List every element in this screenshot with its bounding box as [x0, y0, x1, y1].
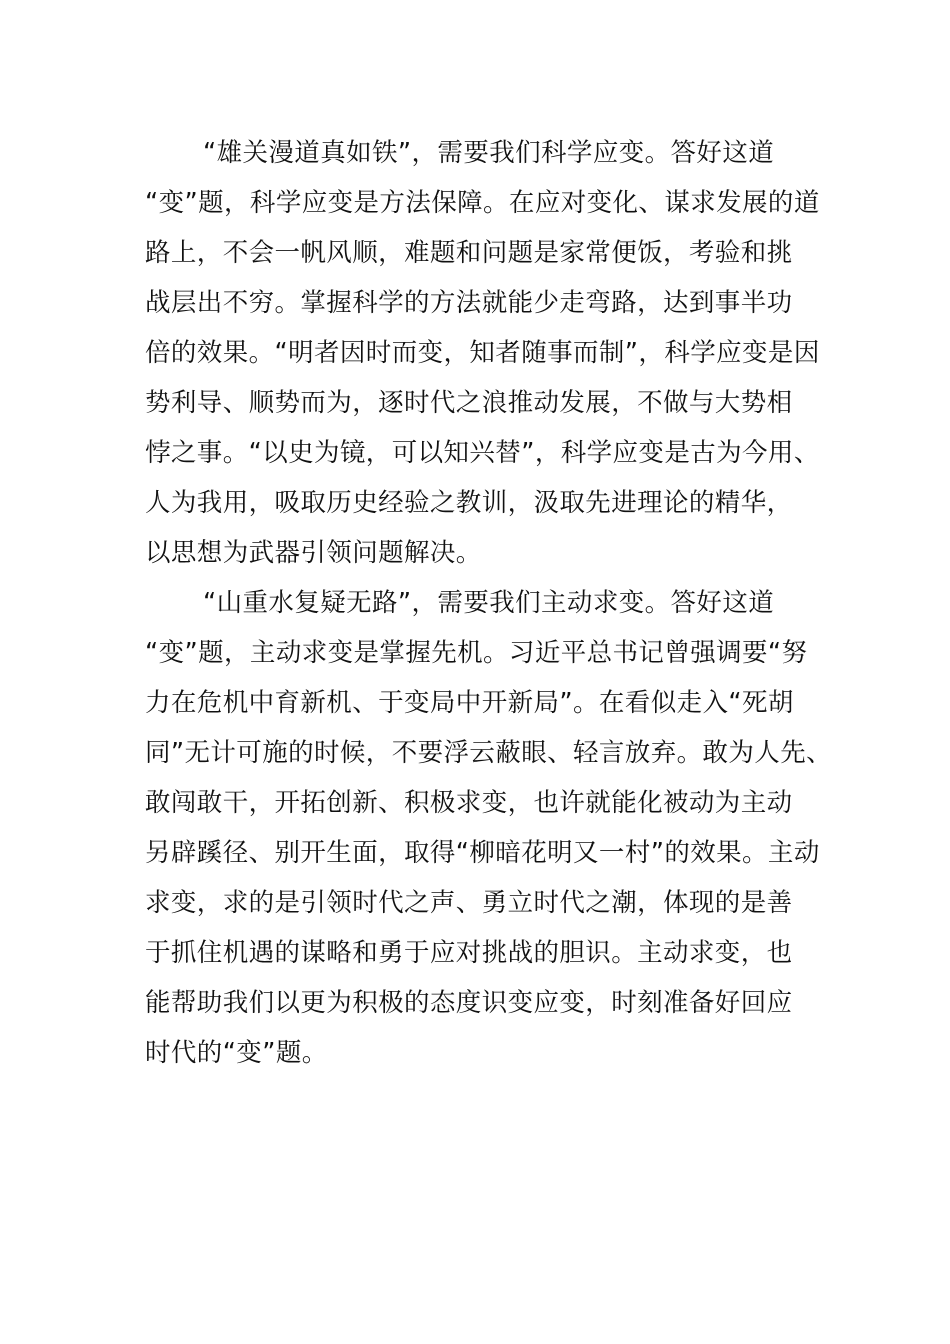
text-line: “变”题，科学应变是方法保障。在应对变化、谋求发展的道 — [145, 188, 820, 218]
text-line: 悖之事。“以史为镜，可以知兴替”，科学应变是古为今用、 — [145, 438, 820, 468]
text-line: 以思想为武器引领问题解决。 — [145, 538, 482, 568]
text-line: “变”题，主动求变是掌握先机。习近平总书记曾强调要“努 — [145, 638, 808, 668]
paragraph-scientific-response — [145, 128, 825, 578]
text-line: 能帮助我们以更为积极的态度识变应变，时刻准备好回应 — [145, 988, 793, 1018]
text-line: 人为我用，吸取历史经验之教训，汲取先进理论的精华， — [145, 488, 793, 518]
text-line: 另辟蹊径、别开生面，取得“柳暗花明又一村”的效果。主动 — [145, 838, 820, 868]
document-body — [145, 128, 833, 1078]
text-line: 力在危机中育新机、于变局中开新局”。在看似走入“死胡 — [145, 688, 794, 718]
text-line: 倍的效果。“明者因时而变，知者随事而制”，科学应变是因 — [145, 338, 820, 368]
text-line: 于抓住机遇的谋略和勇于应对挑战的胆识。主动求变，也 — [145, 938, 793, 968]
text-line: 路上，不会一帆风顺，难题和问题是家常便饭，考验和挑 — [145, 238, 793, 268]
text-line: 求变，求的是引领时代之声、勇立时代之潮，体现的是善 — [145, 888, 793, 918]
text-line: 势利导、顺势而为，逐时代之浪推动发展，不做与大势相 — [145, 388, 793, 418]
text-line: “雄关漫道真如铁”，需要我们科学应变。答好这道 — [203, 138, 775, 168]
text-line: “山重水复疑无路”，需要我们主动求变。答好这道 — [203, 588, 775, 618]
text-line: 同”无计可施的时候，不要浮云蔽眼、轻言放弃。敢为人先、 — [145, 738, 833, 768]
text-line: 战层出不穷。掌握科学的方法就能少走弯路，达到事半功 — [145, 288, 793, 318]
text-line: 时代的“变”题。 — [145, 1038, 328, 1068]
paragraph-active-change — [145, 578, 833, 1078]
text-line: 敢闯敢干，开拓创新、积极求变，也许就能化被动为主动 — [145, 788, 793, 818]
